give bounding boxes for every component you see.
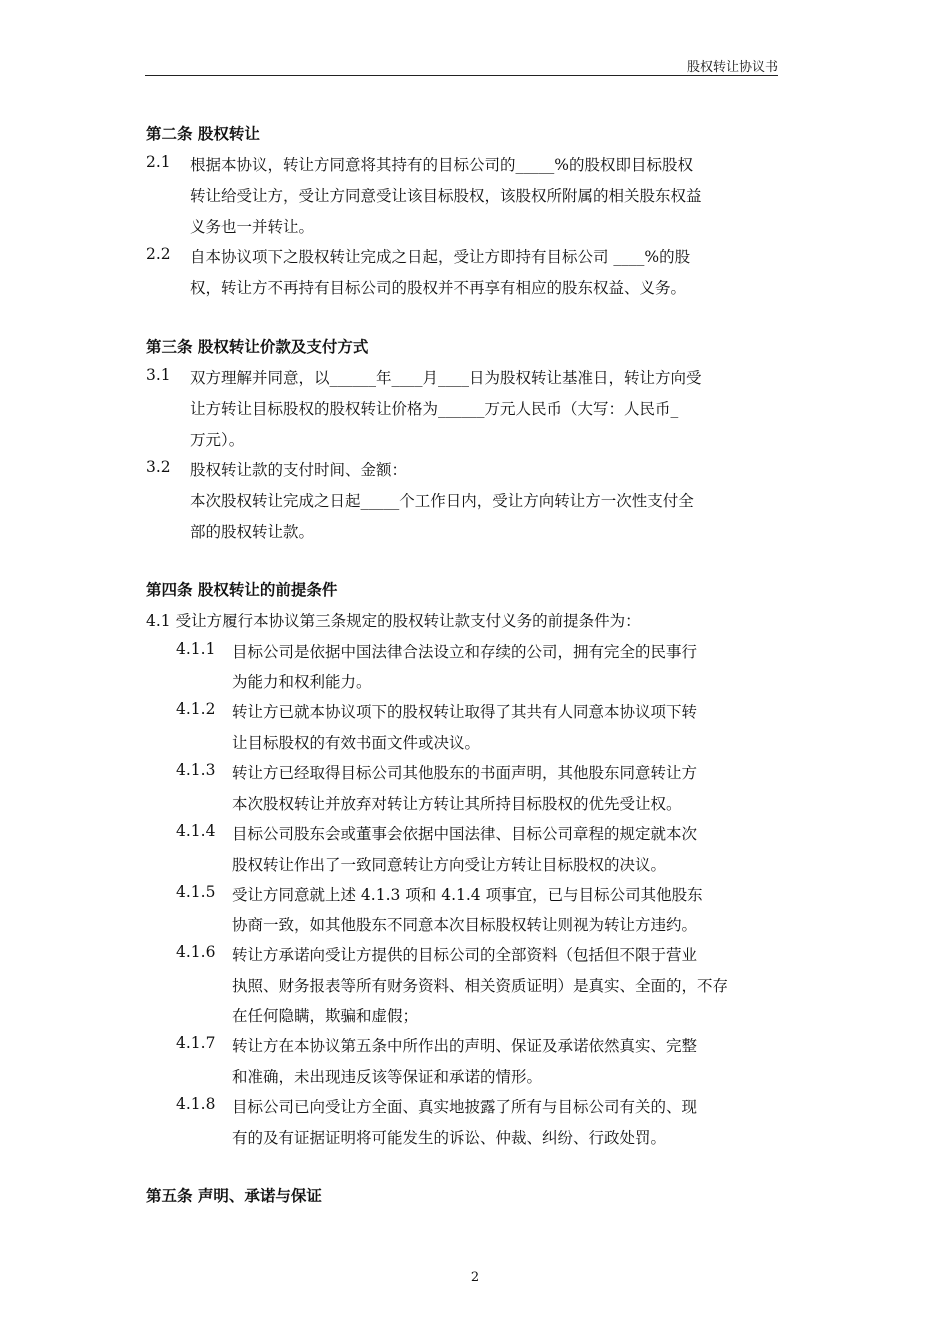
clause-2-1-number: 2.1 [146, 153, 171, 171]
clause-2-1-line-2: 转让给受让方，受让方同意受让该目标股权，该股权所附属的相关股东权益 [190, 187, 702, 205]
item-4-1-7-number: 4.1.7 [176, 1034, 216, 1052]
item-4-1-1-line-1: 目标公司是依据中国法律合法设立和存续的公司，拥有完全的民事行 [232, 643, 698, 661]
section-5-heading: 第五条 声明、承诺与保证 [146, 1187, 322, 1205]
item-4-1-3-number: 4.1.3 [176, 761, 216, 779]
item-4-1-6-number: 4.1.6 [176, 943, 216, 961]
item-4-1-3-line-1: 转让方已经取得目标公司其他股东的书面声明，其他股东同意转让方 [232, 764, 698, 782]
item-4-1-6-line-2: 执照、财务报表等所有财务资料、相关资质证明）是真实、全面的，不存 [232, 977, 729, 995]
header-rule [145, 75, 778, 76]
item-4-1-5-line-2: 协商一致，如其他股东不同意本次目标股权转让则视为转让方违约。 [232, 916, 698, 934]
clause-3-2-line-3: 部的股权转让款。 [190, 523, 315, 541]
item-4-1-8-line-1: 目标公司已向受让方全面、真实地披露了所有与目标公司有关的、现 [232, 1098, 698, 1116]
item-4-1-1-number: 4.1.1 [176, 640, 216, 658]
item-4-1-5-number: 4.1.5 [176, 883, 216, 901]
clause-4-1-intro: 4.1 受让方履行本协议第三条规定的股权转让款支付义务的前提条件为： [146, 612, 641, 630]
page-number: 2 [470, 1270, 480, 1285]
item-4-1-2-line-1: 转让方已就本协议项下的股权转让取得了其共有人同意本协议项下转 [232, 703, 698, 721]
clause-2-2-line-2: 权，转让方不再持有目标公司的股权并不再享有相应的股东权益、义务。 [190, 279, 687, 297]
running-header-title: 股权转让协议书 [686, 60, 778, 75]
clause-3-1-line-3: 万元）。 [190, 431, 245, 449]
item-4-1-6-line-1: 转让方承诺向受让方提供的目标公司的全部资料（包括但不限于营业 [232, 946, 698, 964]
section-4-heading: 第四条 股权转让的前提条件 [146, 581, 338, 599]
clause-2-1-line-3: 义务也一并转让。 [190, 218, 315, 236]
item-4-1-4-line-1: 目标公司股东会或董事会依据中国法律、目标公司章程的规定就本次 [232, 825, 698, 843]
item-4-1-7-line-1: 转让方在本协议第五条中所作出的声明、保证及承诺依然真实、完整 [232, 1037, 698, 1055]
item-4-1-2-line-2: 让目标股权的有效书面文件或决议。 [232, 734, 481, 752]
item-4-1-4-number: 4.1.4 [176, 822, 216, 840]
clause-3-2-number: 3.2 [146, 458, 171, 476]
item-4-1-1-line-2: 为能力和权利能力。 [232, 673, 372, 691]
item-4-1-6-line-3: 在任何隐瞒，欺骗和虚假； [232, 1007, 419, 1025]
section-3-heading: 第三条 股权转让价款及支付方式 [146, 338, 369, 356]
item-4-1-5-line-1: 受让方同意就上述 4.1.3 项和 4.1.4 项事宜，已与目标公司其他股东 [232, 886, 703, 904]
section-2-heading: 第二条 股权转让 [146, 125, 260, 143]
item-4-1-8-number: 4.1.8 [176, 1095, 216, 1113]
clause-3-1-number: 3.1 [146, 366, 171, 384]
item-4-1-4-line-2: 股权转让作出了一致同意转让方向受让方转让目标股权的决议。 [232, 856, 667, 874]
clause-3-2-line-1: 股权转让款的支付时间、金额： [190, 461, 408, 479]
clause-3-2-line-2: 本次股权转让完成之日起_____个工作日内，受让方向转让方一次性支付全 [190, 492, 694, 510]
item-4-1-8-line-2: 有的及有证据证明将可能发生的诉讼、仲裁、纠纷、行政处罚。 [232, 1129, 667, 1147]
item-4-1-7-line-2: 和准确，未出现违反该等保证和承诺的情形。 [232, 1068, 543, 1086]
clause-3-1-line-1: 双方理解并同意，以______年____月____日为股权转让基准日，转让方向受 [190, 369, 702, 387]
item-4-1-3-line-2: 本次股权转让并放弃对转让方转让其所持目标股权的优先受让权。 [232, 795, 682, 813]
clause-3-1-line-2: 让方转让目标股权的股权转让价格为______万元人民币（大写：人民币_ [190, 400, 679, 418]
clause-2-1-line-1: 根据本协议，转让方同意将其持有的目标公司的_____%的股权即目标股权 [190, 156, 693, 174]
item-4-1-2-number: 4.1.2 [176, 700, 216, 718]
clause-2-2-number: 2.2 [146, 245, 171, 263]
clause-2-2-line-1: 自本协议项下之股权转让完成之日起，受让方即持有目标公司 ____%的股 [190, 248, 691, 266]
